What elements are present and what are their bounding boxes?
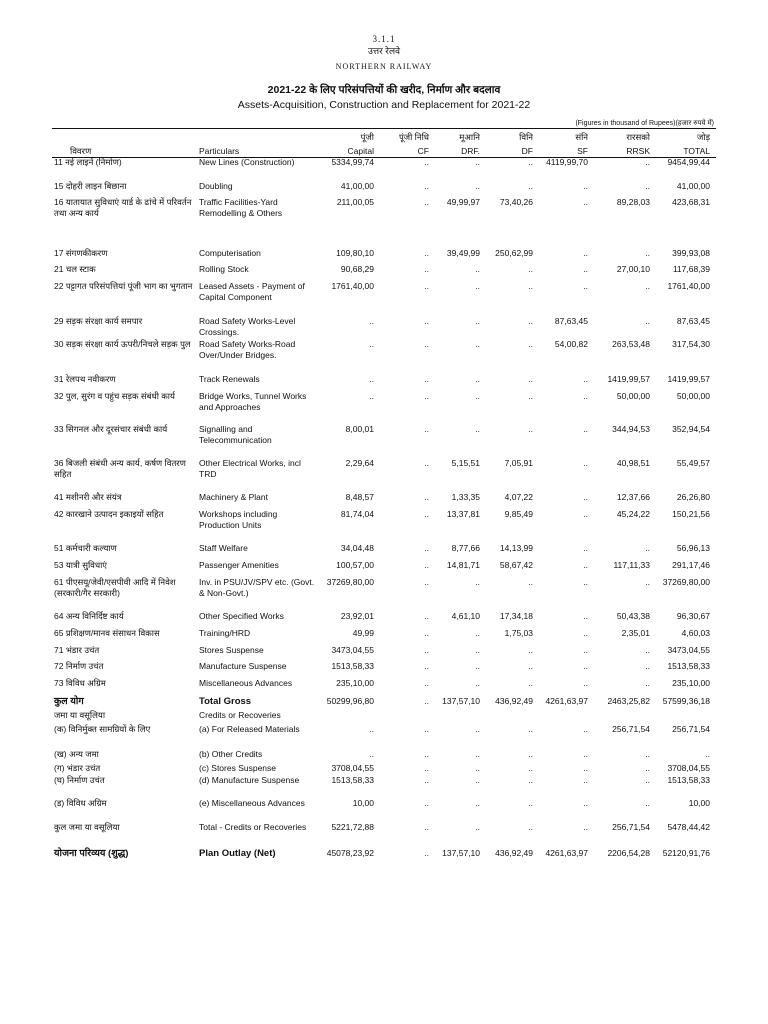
cell-df: ..: [528, 424, 533, 434]
cell-total: 423,68,31: [672, 197, 710, 207]
cell-sf: ..: [583, 264, 588, 274]
cell-drf: 39,49,99: [446, 248, 480, 258]
cell-df: ..: [528, 775, 533, 785]
cell-total: 1513,58,33: [667, 661, 710, 671]
cell-cf: ..: [424, 316, 429, 326]
cell-sf: ..: [583, 628, 588, 638]
cell-total: 256,71,54: [672, 724, 710, 734]
cell-rrsk: 89,28,03: [616, 197, 650, 207]
cell-total: 41,00,00: [676, 181, 710, 191]
cell-drf: ..: [475, 264, 480, 274]
row-particulars-hindi: 31 रेलपथ नवीकरण: [54, 374, 116, 384]
cell-sf: 4261,63,97: [545, 696, 588, 706]
cell-total: ..: [705, 749, 710, 759]
cell-sf: ..: [583, 197, 588, 207]
cell-cf: ..: [424, 848, 429, 858]
cell-total: 1419,99,57: [667, 374, 710, 384]
cell-rrsk: 256,71,54: [612, 724, 650, 734]
row-particulars-english: (b) Other Credits: [199, 749, 263, 759]
cell-cf: ..: [424, 611, 429, 621]
cell-capital: 37269,80,00: [326, 577, 374, 587]
cell-total: 1513,58,33: [667, 775, 710, 785]
row-particulars-english: Inv. in PSU/JV/SPV etc. (Govt. & Non-Govt.): [199, 577, 315, 598]
row-particulars-english: Workshops including Production Units: [199, 509, 278, 530]
cell-cf: ..: [424, 391, 429, 401]
cell-drf: ..: [475, 775, 480, 785]
cell-df: ..: [528, 157, 533, 167]
cell-cf: ..: [424, 628, 429, 638]
cell-total: 235,10,00: [672, 678, 710, 688]
title-hindi: 2021-22 के लिए परिसंपत्तियों की खरीद, निर्माण और बदलाव: [267, 84, 501, 96]
cell-drf: 4,61,10: [451, 611, 480, 621]
row-particulars-english: Road Safety Works-Level Crossings.: [199, 316, 296, 337]
cell-drf: ..: [475, 181, 480, 191]
cell-df: ..: [528, 391, 533, 401]
table-top-rule: [52, 128, 716, 129]
cell-sf: ..: [583, 763, 588, 773]
cell-total: 3708,04,55: [667, 763, 710, 773]
cell-sf: ..: [583, 775, 588, 785]
cell-capital: 211,00,05: [336, 197, 374, 207]
cell-df: ..: [528, 822, 533, 832]
row-particulars-hindi: 72 निर्माण उचंत: [54, 661, 104, 671]
cell-sf: ..: [583, 543, 588, 553]
col-particulars-hindi: विवरण: [70, 146, 92, 156]
row-particulars-hindi: 21 चल स्टाक: [54, 264, 96, 274]
cell-total: 291,17,46: [672, 560, 710, 570]
row-particulars-hindi: 33 सिगनल और दूरसंचार संबंधी कार्य: [54, 424, 168, 434]
cell-df: ..: [528, 181, 533, 191]
cell-sf: 4119,99,70: [546, 157, 588, 167]
cell-drf: ..: [475, 798, 480, 808]
cell-df: ..: [528, 645, 533, 655]
cell-rrsk: 256,71,54: [612, 822, 650, 832]
cell-rrsk: ..: [645, 798, 650, 808]
cell-drf: 5,15,51: [451, 458, 480, 468]
cell-df: 436,92,49: [495, 848, 533, 858]
cell-rrsk: 263,53,48: [612, 339, 650, 349]
row-particulars-english: Rolling Stock: [199, 264, 249, 274]
cell-cf: ..: [424, 763, 429, 773]
cell-rrsk: 40,98,51: [616, 458, 650, 468]
page-number: 3.1.1: [372, 34, 396, 44]
row-particulars-english: Miscellaneous Advances: [199, 678, 293, 688]
cell-rrsk: ..: [645, 661, 650, 671]
cell-sf: 4261,63,97: [545, 848, 588, 858]
cell-drf: ..: [475, 628, 480, 638]
row-particulars-hindi: 71 भंडार उचंत: [54, 645, 100, 655]
cell-drf: ..: [475, 374, 480, 384]
row-particulars-english: Total - Credits or Recoveries: [199, 822, 307, 832]
cell-df: 436,92,49: [495, 696, 533, 706]
cell-df: ..: [528, 264, 533, 274]
cell-cf: ..: [424, 264, 429, 274]
cell-cf: ..: [424, 281, 429, 291]
row-particulars-english: (a) For Released Materials: [199, 724, 300, 734]
row-particulars-english: Track Renewals: [199, 374, 260, 384]
cell-rrsk: 2,35,01: [621, 628, 650, 638]
cell-drf: ..: [475, 577, 480, 587]
row-particulars-english: Manufacture Suspense: [199, 661, 287, 671]
row-particulars-english: Total Gross: [199, 696, 252, 707]
row-particulars-hindi: 53 यात्री सुविधाएं: [54, 560, 108, 570]
cell-cf: ..: [424, 749, 429, 759]
cell-df: 14,13,99: [499, 543, 533, 553]
row-particulars-english: New Lines (Construction): [199, 157, 295, 167]
row-particulars-english: Training/HRD: [199, 628, 251, 638]
row-particulars-hindi: कुल योग: [54, 696, 84, 707]
cell-rrsk: 50,43,38: [616, 611, 650, 621]
cell-rrsk: ..: [645, 763, 650, 773]
cell-sf: ..: [583, 560, 588, 570]
cell-capital: 45078,23,92: [326, 848, 374, 858]
cell-capital: 90,68,29: [340, 264, 374, 274]
cell-drf: ..: [475, 645, 480, 655]
cell-rrsk: 50,00,00: [616, 391, 650, 401]
cell-sf: ..: [583, 458, 588, 468]
row-particulars-hindi: 42 कारखाने उत्पादन इकाइयों सहित: [54, 509, 164, 519]
row-particulars-hindi: 41 मशीनरी और संयंत्र: [54, 492, 122, 502]
col-capital: Capital: [347, 146, 374, 156]
cell-sf: 54,00,82: [554, 339, 588, 349]
cell-total: 37269,80,00: [662, 577, 710, 587]
cell-rrsk: ..: [645, 248, 650, 258]
cell-drf: 14,81,71: [446, 560, 480, 570]
row-particulars-english: Plan Outlay (Net): [199, 848, 276, 859]
cell-cf: ..: [424, 822, 429, 832]
cell-cf: ..: [424, 798, 429, 808]
cell-df: 9,85,49: [504, 509, 533, 519]
cell-cf: ..: [424, 724, 429, 734]
cell-cf: ..: [424, 577, 429, 587]
cell-drf: ..: [475, 661, 480, 671]
cell-cf: ..: [424, 543, 429, 553]
col-capital-hindi: पूंजी: [360, 132, 374, 142]
cell-capital: 23,92,01: [340, 611, 374, 621]
cell-capital: 100,57,00: [336, 560, 374, 570]
cell-sf: 87,63,45: [554, 316, 588, 326]
cell-df: 17,34,18: [499, 611, 533, 621]
cell-capital: 1513,58,33: [331, 775, 374, 785]
cell-total: 352,94,54: [672, 424, 710, 434]
cell-cf: ..: [424, 492, 429, 502]
cell-sf: ..: [583, 611, 588, 621]
col-sf: SF: [577, 146, 588, 156]
cell-cf: ..: [424, 339, 429, 349]
row-particulars-hindi: 29 सड़क संरक्षा कार्य समपार: [54, 316, 143, 326]
cell-sf: ..: [583, 577, 588, 587]
cell-df: ..: [528, 374, 533, 384]
cell-capital: 49,99: [352, 628, 374, 638]
cell-df: 4,07,22: [504, 492, 533, 502]
row-particulars-hindi: (ख) अन्य जमा: [54, 749, 99, 759]
cell-capital: 41,00,00: [340, 181, 374, 191]
col-total: TOTAL: [683, 146, 710, 156]
row-particulars-english: Bridge Works, Tunnel Works and Approaches: [199, 391, 307, 412]
row-particulars-english: Stores Suspense: [199, 645, 264, 655]
cell-capital: ..: [369, 724, 374, 734]
row-particulars-hindi: (घ) निर्माण उचंत: [54, 775, 105, 785]
cell-capital: 2,29,64: [345, 458, 374, 468]
cell-rrsk: ..: [645, 157, 650, 167]
cell-sf: ..: [583, 181, 588, 191]
cell-capital: 1761,40,00: [331, 281, 374, 291]
cell-rrsk: 2463,25,82: [607, 696, 650, 706]
cell-capital: 10,00: [352, 798, 374, 808]
cell-capital: ..: [369, 374, 374, 384]
cell-sf: ..: [583, 374, 588, 384]
cell-capital: 8,00,01: [345, 424, 374, 434]
row-particulars-hindi: 30 सड़क संरक्षा कार्य ऊपरी/निचले सड़क पुल: [54, 339, 191, 349]
cell-sf: ..: [583, 749, 588, 759]
cell-drf: ..: [475, 763, 480, 773]
cell-total: 5478,44,42: [667, 822, 710, 832]
col-rrsk: RRSK: [626, 146, 650, 156]
row-particulars-hindi: (ड) विविध अग्रिम: [54, 798, 107, 808]
cell-total: 9454,99,44: [667, 157, 710, 167]
cell-total: 57599,36,18: [662, 696, 710, 706]
cell-capital: 81,74,04: [340, 509, 374, 519]
row-particulars-english: Road Safety Works-Road Over/Under Bridges.: [199, 339, 296, 360]
cell-df: ..: [528, 763, 533, 773]
cell-total: 150,21,56: [672, 509, 710, 519]
cell-df: ..: [528, 724, 533, 734]
cell-capital: 1513,58,33: [331, 661, 374, 671]
cell-df: 250,62,99: [495, 248, 533, 258]
cell-drf: 13,37,81: [446, 509, 480, 519]
cell-capital: 5334,99,74: [331, 157, 374, 167]
cell-sf: ..: [583, 509, 588, 519]
cell-df: ..: [528, 678, 533, 688]
units-note: (Figures in thousand of Rupees)(हजार रुपये में): [575, 120, 714, 127]
cell-rrsk: ..: [645, 577, 650, 587]
cell-total: 1761,40,00: [667, 281, 710, 291]
col-sf-hindi: संनि: [575, 132, 588, 142]
row-particulars-hindi: 64 अन्य विनिर्दिष्ट कार्य: [54, 611, 124, 621]
cell-rrsk: ..: [645, 543, 650, 553]
row-particulars-hindi: 22 पट्टागत परिसंपत्तियां पूंजी भाग का भुगतान: [54, 281, 193, 291]
cell-sf: ..: [583, 645, 588, 655]
cell-total: 50,00,00: [676, 391, 710, 401]
cell-total: 52120,91,76: [662, 848, 710, 858]
cell-sf: ..: [583, 281, 588, 291]
cell-drf: 137,57,10: [442, 848, 480, 858]
cell-capital: 8,48,57: [345, 492, 374, 502]
row-particulars-hindi: जमा या वसूलिया: [54, 710, 106, 720]
cell-drf: ..: [475, 281, 480, 291]
cell-drf: ..: [475, 724, 480, 734]
row-particulars-hindi: (क) विनिर्मुक्त सामग्रियों के लिए: [54, 724, 151, 734]
cell-df: 1,75,03: [504, 628, 533, 638]
cell-drf: ..: [475, 391, 480, 401]
railway-name-hindi: उत्तर रेलवे: [367, 46, 401, 56]
cell-capital: 3473,04,55: [331, 645, 374, 655]
cell-cf: ..: [424, 248, 429, 258]
cell-rrsk: 2206,54,28: [607, 848, 650, 858]
cell-total: 96,30,67: [676, 611, 710, 621]
cell-cf: ..: [424, 181, 429, 191]
cell-cf: ..: [424, 424, 429, 434]
cell-df: ..: [528, 281, 533, 291]
col-df-hindi: विनि: [519, 132, 533, 142]
cell-cf: ..: [424, 560, 429, 570]
cell-rrsk: 12,37,66: [616, 492, 650, 502]
cell-rrsk: 117,11,33: [613, 560, 650, 570]
cell-rrsk: ..: [645, 181, 650, 191]
cell-rrsk: 27,00,10: [616, 264, 650, 274]
cell-total: 3473,04,55: [667, 645, 710, 655]
row-particulars-hindi: 51 कर्मचारी कल्याण: [54, 543, 117, 553]
row-particulars-english: Credits or Recoveries: [199, 710, 281, 720]
cell-capital: 3708,04,55: [331, 763, 374, 773]
cell-capital: ..: [369, 749, 374, 759]
cell-rrsk: ..: [645, 749, 650, 759]
cell-rrsk: 45,24,22: [616, 509, 650, 519]
cell-sf: ..: [583, 724, 588, 734]
cell-capital: ..: [369, 391, 374, 401]
cell-sf: ..: [583, 798, 588, 808]
cell-drf: ..: [475, 822, 480, 832]
cell-drf: 8,77,66: [451, 543, 480, 553]
cell-sf: ..: [583, 248, 588, 258]
cell-drf: 137,57,10: [442, 696, 480, 706]
row-particulars-hindi: योजना परिव्यय (शुद्ध): [54, 848, 129, 859]
col-drf-hindi: मूआनि: [459, 132, 480, 142]
row-particulars-hindi: 65 प्रशिक्षण/मानव संसाधन विकास: [54, 628, 160, 638]
cell-rrsk: ..: [645, 775, 650, 785]
cell-total: 117,68,39: [672, 264, 710, 274]
row-particulars-english: Machinery & Plant: [199, 492, 268, 502]
cell-capital: ..: [369, 316, 374, 326]
row-particulars-english: (e) Miscellaneous Advances: [199, 798, 305, 808]
cell-total: 317,54,30: [672, 339, 710, 349]
cell-sf: ..: [583, 492, 588, 502]
cell-cf: ..: [424, 374, 429, 384]
row-particulars-hindi: 11 नई लाइनें (निर्माण): [54, 157, 122, 167]
row-particulars-hindi: 36 बिजली संबंधी अन्य कार्य, कर्षण वितरण सहित: [54, 458, 186, 479]
cell-drf: ..: [475, 424, 480, 434]
row-particulars-english: Passenger Amenities: [199, 560, 279, 570]
col-particulars-english: Particulars: [199, 146, 240, 156]
cell-total: 26,26,80: [676, 492, 710, 502]
cell-capital: 109,80,10: [336, 248, 374, 258]
row-particulars-english: Staff Welfare: [199, 543, 248, 553]
cell-cf: ..: [424, 458, 429, 468]
row-particulars-hindi: कुल जमा या वसूलिया: [54, 822, 120, 832]
cell-rrsk: 344,94,53: [612, 424, 650, 434]
cell-total: 87,63,45: [676, 316, 710, 326]
cell-rrsk: 1419,99,57: [607, 374, 650, 384]
cell-rrsk: ..: [645, 281, 650, 291]
col-rrsk-hindi: रारसको: [626, 132, 650, 142]
cell-cf: ..: [424, 661, 429, 671]
row-particulars-english: Traffic Facilities-Yard Remodelling & Others: [199, 197, 283, 218]
row-particulars-hindi: 73 विविध अग्रिम: [54, 678, 106, 688]
cell-drf: ..: [475, 678, 480, 688]
cell-cf: ..: [424, 509, 429, 519]
row-particulars-english: Other Electrical Works, incl TRD: [199, 458, 301, 479]
row-particulars-hindi: 16 यातायात सुविधाएं यार्ड के ढांचे में परिवर्तन तथा अन्य कार्य: [54, 197, 192, 218]
cell-rrsk: ..: [645, 316, 650, 326]
row-particulars-english: (c) Stores Suspense: [199, 763, 277, 773]
cell-total: 4,60,03: [681, 628, 710, 638]
cell-df: ..: [528, 339, 533, 349]
cell-capital: ..: [369, 339, 374, 349]
cell-total: 399,93,08: [672, 248, 710, 258]
cell-drf: ..: [475, 157, 480, 167]
cell-df: ..: [528, 661, 533, 671]
cell-cf: ..: [424, 157, 429, 167]
row-particulars-hindi: 32 पुल, सुरंग व पहुंच सड़क संबंधी कार्य: [54, 391, 175, 401]
cell-df: 7,05,91: [504, 458, 533, 468]
row-particulars-hindi: 17 संगणकीकरण: [54, 248, 108, 258]
cell-sf: ..: [583, 661, 588, 671]
cell-cf: ..: [424, 775, 429, 785]
cell-total: 55,49,57: [676, 458, 710, 468]
row-particulars-hindi: 15 दोहरी लाइन बिछाना: [54, 181, 127, 191]
cell-cf: ..: [424, 696, 429, 706]
row-particulars-english: Computerisation: [199, 248, 261, 258]
cell-df: ..: [528, 316, 533, 326]
cell-sf: ..: [583, 678, 588, 688]
cell-capital: 235,10,00: [336, 678, 374, 688]
cell-df: 58,67,42: [499, 560, 533, 570]
cell-capital: 50299,96,80: [326, 696, 374, 706]
railway-name-english: NORTHERN RAILWAY: [335, 62, 433, 71]
cell-sf: ..: [583, 822, 588, 832]
cell-df: ..: [528, 749, 533, 759]
row-particulars-english: Signalling and Telecommunication: [199, 424, 272, 445]
cell-capital: 5221,72,88: [331, 822, 374, 832]
col-cf-hindi: पूंजी निधि: [398, 132, 429, 142]
row-particulars-english: (d) Manufacture Suspense: [199, 775, 300, 785]
row-particulars-hindi: (ग) भंडार उचंत: [54, 763, 101, 773]
title-english: Assets-Acquisition, Construction and Replacement for 2021-22: [237, 99, 531, 111]
cell-cf: ..: [424, 197, 429, 207]
cell-df: ..: [528, 577, 533, 587]
cell-drf: 1,33,35: [451, 492, 480, 502]
cell-cf: ..: [424, 678, 429, 688]
cell-capital: 34,04,48: [340, 543, 374, 553]
row-particulars-english: Leased Assets - Payment of Capital Component: [199, 281, 305, 302]
cell-total: 10,00: [688, 798, 710, 808]
row-particulars-english: Doubling: [199, 181, 233, 191]
col-drf: DRF.: [461, 146, 480, 156]
row-particulars-english: Other Specified Works: [199, 611, 284, 621]
cell-drf: ..: [475, 339, 480, 349]
cell-df: ..: [528, 798, 533, 808]
col-total-hindi: जोड़: [696, 132, 710, 142]
col-df: DF: [521, 146, 533, 156]
cell-sf: ..: [583, 391, 588, 401]
row-particulars-hindi: 61 पीएसयू/जेवी/एसपीवी आदि में निवेश (सरकारी/गैर सरकारी): [54, 577, 176, 598]
col-cf: CF: [417, 146, 429, 156]
cell-total: 56,96,13: [676, 543, 710, 553]
cell-drf: 49,99,97: [446, 197, 480, 207]
cell-rrsk: ..: [645, 645, 650, 655]
cell-df: 73,40,26: [499, 197, 533, 207]
cell-sf: ..: [583, 424, 588, 434]
cell-rrsk: ..: [645, 678, 650, 688]
cell-cf: ..: [424, 645, 429, 655]
cell-drf: ..: [475, 316, 480, 326]
cell-drf: ..: [475, 749, 480, 759]
